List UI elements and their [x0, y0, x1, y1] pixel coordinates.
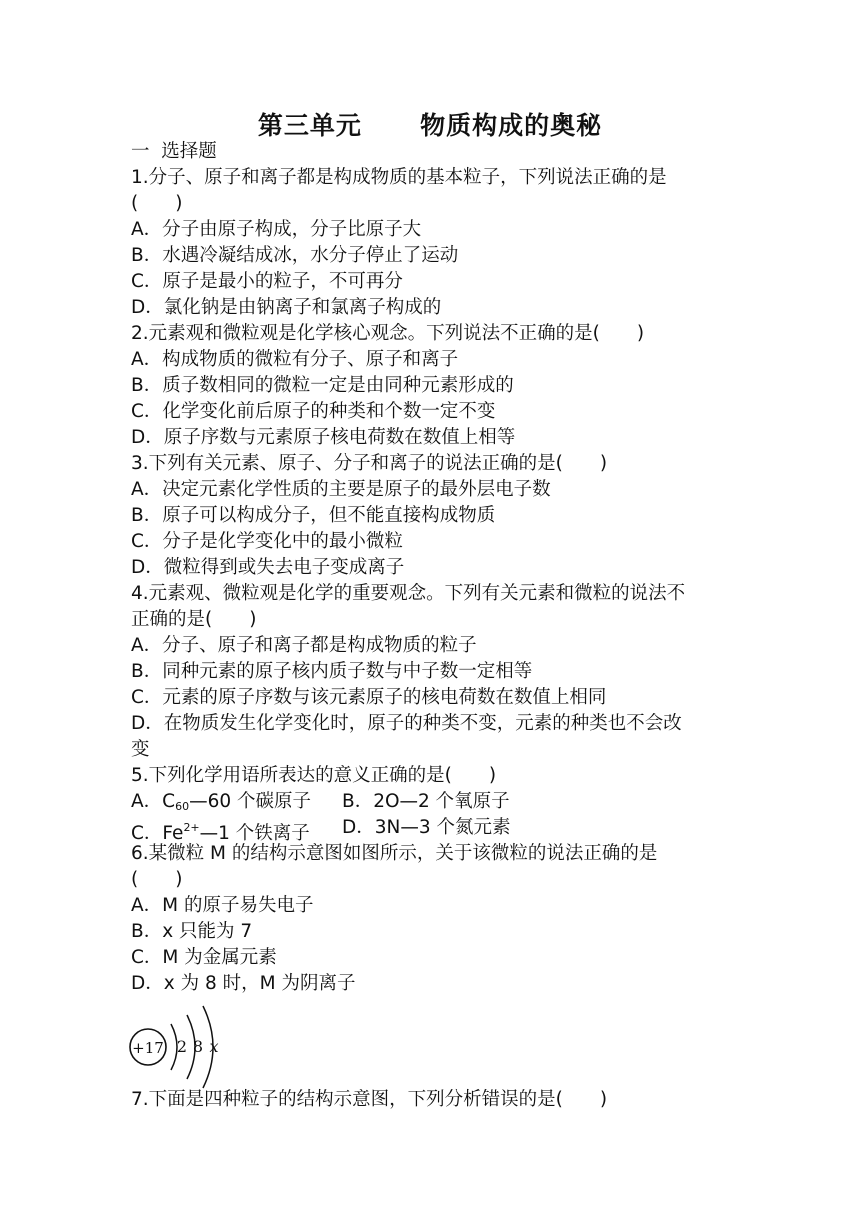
q1-option-c: C．原子是最小的粒子，不可再分 — [131, 271, 403, 292]
q6-option-b: B．x 只能为 7 — [131, 921, 253, 942]
q5-c-text: —1 个铁离子 — [199, 823, 310, 844]
q4-option-d-line2: 变 — [131, 739, 150, 760]
q1-option-d: D．氯化钠是由钠离子和氯离子构成的 — [131, 297, 442, 318]
q6-option-c: C．M 为金属元素 — [131, 947, 277, 968]
q2-option-c: C．化学变化前后原子的种类和个数一定不变 — [131, 401, 496, 422]
q4-option-a: A．分子、原子和离子都是构成物质的粒子 — [131, 635, 477, 656]
q5-option-b: B．2O—2 个氧原子 — [342, 791, 510, 812]
q5-a-text: —60 个碳原子 — [189, 791, 311, 812]
q6-option-d: D．x 为 8 时，M 为阴离子 — [131, 973, 356, 994]
q5-c-superscript: 2+ — [183, 821, 200, 834]
q1-option-a: A．分子由原子构成，分子比原子大 — [131, 219, 422, 240]
atom-structure-diagram — [127, 1002, 227, 1090]
q2-option-a: A．构成物质的微粒有分子、原子和离子 — [131, 349, 459, 370]
q5-a-prefix: A．C — [131, 791, 176, 812]
q5-c-prefix: C．Fe — [131, 823, 184, 844]
nucleus-charge: +17 — [132, 1039, 164, 1057]
q1-option-b: B．水遇冷凝结成冰，水分子停止了运动 — [131, 245, 459, 266]
shell-2-electrons: 8 — [192, 1037, 204, 1056]
q1-paren: ( ) — [131, 193, 183, 214]
q3-stem: 3.下列有关元素、原子、分子和离子的说法正确的是( ) — [131, 453, 608, 474]
page-title: 第三单元 物质构成的奥秘 — [257, 111, 603, 140]
q2-stem: 2.元素观和微粒观是化学核心观念。下列说法不正确的是( ) — [131, 323, 645, 344]
q3-option-b: B．原子可以构成分子，但不能直接构成物质 — [131, 505, 496, 526]
q3-option-c: C．分子是化学变化中的最小微粒 — [131, 531, 403, 552]
q5-option-d: D．3N—3 个氮元素 — [342, 817, 511, 838]
q3-option-d: D．微粒得到或失去电子变成离子 — [131, 557, 405, 578]
q5-stem: 5.下列化学用语所表达的意义正确的是( ) — [131, 765, 497, 786]
q4-option-c: C．元素的原子序数与该元素原子的核电荷数在数值上相同 — [131, 687, 607, 708]
q6-paren: ( ) — [131, 869, 183, 890]
q4-option-d-line1: D．在物质发生化学变化时，原子的种类不变，元素的种类也不会改 — [131, 713, 682, 734]
q2-option-d: D．原子序数与元素原子核电荷数在数值上相等 — [131, 427, 516, 448]
q6-stem: 6.某微粒 M 的结构示意图如图所示，关于该微粒的说法正确的是 — [131, 843, 658, 864]
q4-stem-line2: 正确的是( ) — [131, 609, 257, 630]
q6-option-a: A．M 的原子易失电子 — [131, 895, 314, 916]
q7-stem: 7.下面是四种粒子的结构示意图，下列分析错误的是( ) — [131, 1089, 608, 1110]
q5-a-subscript: 60 — [175, 800, 190, 813]
section-heading: 一 选择题 — [131, 141, 217, 162]
q2-option-b: B．质子数相同的微粒一定是由同种元素形成的 — [131, 375, 514, 396]
q4-stem-line1: 4.元素观、微粒观是化学的重要观念。下列有关元素和微粒的说法不 — [131, 583, 686, 604]
q1-stem: 1.分子、原子和离子都是构成物质的基本粒子，下列说法正确的是 — [131, 167, 667, 188]
q4-option-b: B．同种元素的原子核内质子数与中子数一定相等 — [131, 661, 533, 682]
q3-option-a: A．决定元素化学性质的主要是原子的最外层电子数 — [131, 479, 551, 500]
shell-1-electrons: 2 — [176, 1037, 188, 1056]
shell-3-electrons: x — [209, 1037, 219, 1056]
